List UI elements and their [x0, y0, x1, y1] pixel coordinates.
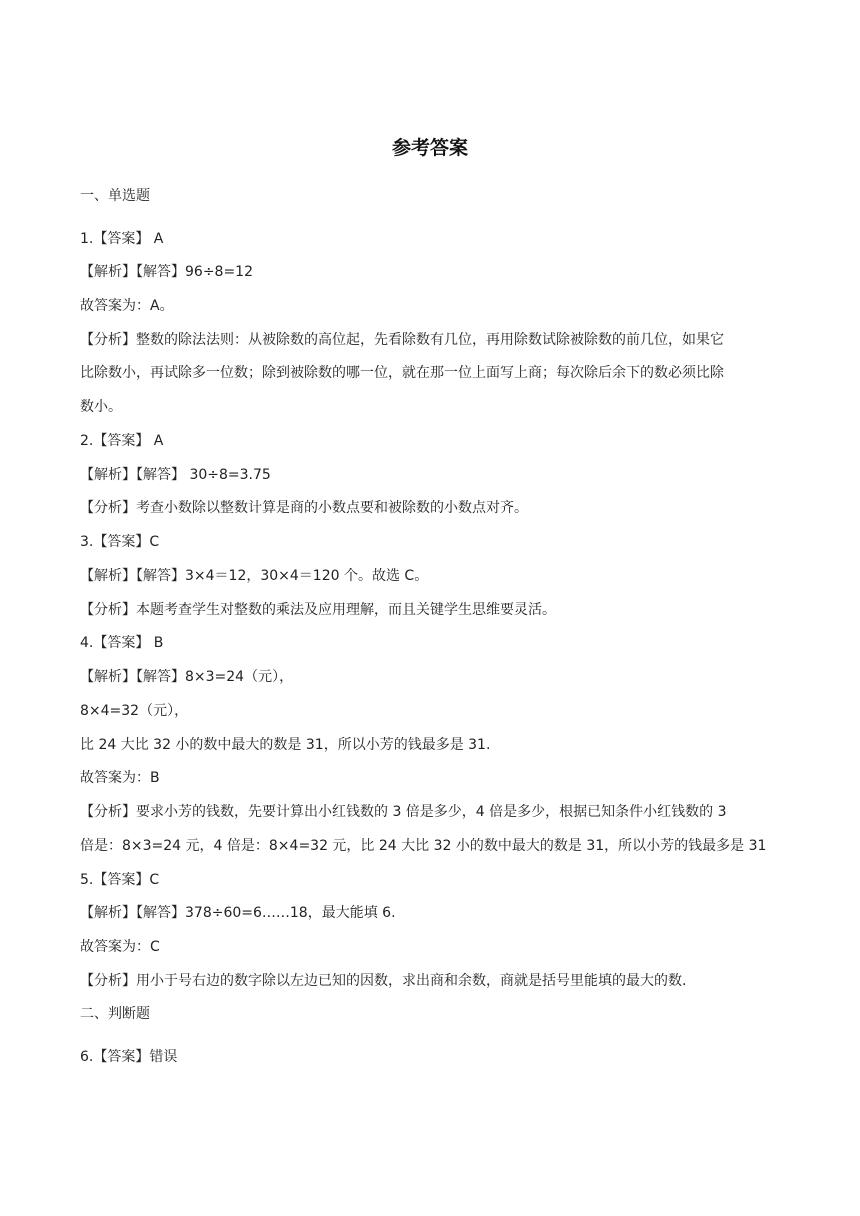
answer-1-analysis-line-1: 【分析】整数的除法法则：从被除数的高位起，先看除数有几位，再用除数试除被除数的前几位，如果它: [80, 332, 724, 348]
answer-4: 4.【答案】 B: [80, 635, 164, 651]
answer-6: 6.【答案】错误: [80, 1049, 178, 1065]
page-title: 参考答案: [391, 137, 468, 159]
answer-4-conclusion: 故答案为：B: [80, 770, 160, 786]
answer-3-analysis: 【分析】本题考查学生对整数的乘法及应用理解，而且关键学生思维要灵活。: [80, 602, 556, 618]
answer-1-analysis-line-2: 比除数小，再试除多一位数；除到被除数的哪一位，就在那一位上面写上商；每次除后余下的数必须比除: [80, 365, 724, 381]
answer-2: 2.【答案】 A: [80, 433, 164, 449]
answer-1-conclusion: 故答案为：A。: [80, 298, 174, 314]
answer-4-explanation-line-1: 【解析】【解答】8×3=24（元），: [80, 669, 294, 685]
answer-1-analysis-line-3: 数小。: [80, 399, 122, 415]
answer-4-analysis-line-2: 倍是：8×3=24 元，4 倍是：8×4=32 元，比 24 大比 32 小的数中最大的数是 31，所以小芳的钱最多是 31: [80, 838, 767, 854]
answer-1: 1.【答案】 A: [80, 231, 164, 247]
answer-5-conclusion: 故答案为：C: [80, 939, 160, 955]
answer-4-explanation-line-2: 8×4=32（元），: [80, 703, 189, 719]
answer-5-explanation: 【解析】【解答】378÷60=6……18，最大能填 6.: [80, 905, 396, 921]
answer-5: 5.【答案】C: [80, 872, 160, 888]
section-heading-single-choice: 一、单选题: [80, 188, 150, 204]
answer-3: 3.【答案】C: [80, 534, 160, 550]
answer-4-analysis-line-1: 【分析】要求小芳的钱数，先要计算出小红钱数的 3 倍是多少，4 倍是多少，根据已知条件小红钱数的 3: [80, 804, 727, 820]
answer-4-explanation-line-3: 比 24 大比 32 小的数中最大的数是 31，所以小芳的钱最多是 31.: [80, 737, 491, 753]
answer-1-explanation: 【解析】【解答】96÷8=12: [80, 264, 253, 280]
answer-3-explanation: 【解析】【解答】3×4＝12，30×4＝120 个。故选 C。: [80, 568, 429, 584]
section-heading-true-false: 二、判断题: [80, 1006, 150, 1022]
answer-2-explanation: 【解析】【解答】 30÷8=3.75: [80, 467, 271, 483]
answer-5-analysis: 【分析】用小于号右边的数字除以左边已知的因数，求出商和余数，商就是括号里能填的最大的数.: [80, 973, 687, 989]
answer-2-analysis: 【分析】考查小数除以整数计算是商的小数点要和被除数的小数点对齐。: [80, 500, 528, 516]
